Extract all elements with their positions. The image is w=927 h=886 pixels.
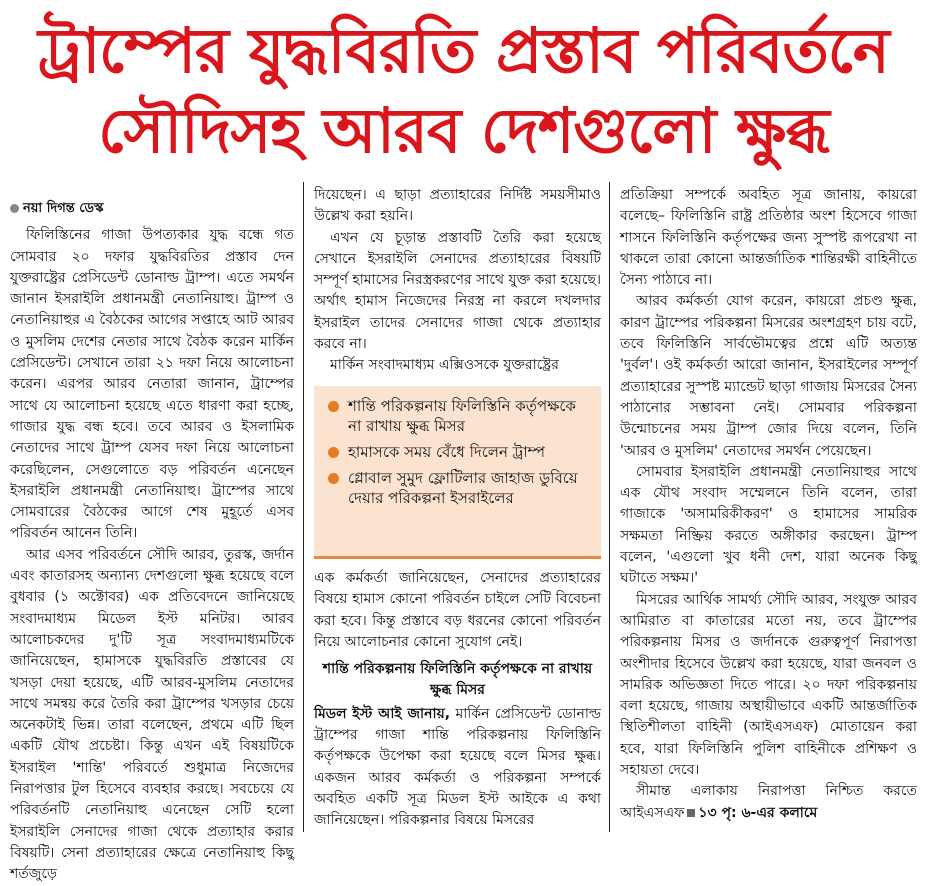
byline-dot-icon (10, 204, 19, 213)
highlights-box (314, 386, 601, 559)
article-column-1 (10, 198, 294, 886)
article-column-2-top (314, 185, 601, 377)
col2-paragraph-1: দিয়েছেন। এ ছাড়া প্রত্যাহারের নির্দিষ্ট সময়সীমাও উল্লেখ করা হয়নি। (314, 187, 601, 225)
section-subhead: শান্তি পরিকল্পনায় ফিলিস্তিনি কর্তৃপক্ষকে না রাখায় ক্ষুব্ধ মিসর (322, 661, 593, 699)
col1-paragraph-1: ফিলিস্তিনের গাজা উপত্যকার যুদ্ধ বন্ধে গত সোমবার ২০ দফার যুদ্ধবিরতির প্রস্তাব দেন যুক্তরাষ্ট্রের প্রেসিডেন্ট ডোনাল্ড ট্রাম্প। এতে সমর্থন জানান ইসরাইলি প্রধানমন্ত্রী নেতানিয়াহু। ট্রাম্প ও নেতানিয়াহুর এ বৈঠকের আগের সপ্তাহে আট আরব ও মুসলিম দেশের নেতার সাথে বৈঠক করেন মার্কিন প্রেসিডেন্ট। সেখানে তারা ২১ দফা নিয়ে আলোচনা করেন। এরপর আরব নেতারা জানান, ট্রাম্পের সাথে যে আলোচনা হয়েছে এতে ধারণা করা হচ্ছে, গাজার যুদ্ধ বন্ধ হবে। তবে আরব ও ইসলামিক নেতাদের সাথে ট্রাম্প যেসব দফা নিয়ে আলোচনা করেছিলেন, সেগুলোতে বড় পরিবর্তন এনেছেন ইসরাইলি প্রধানমন্ত্রী নেতানিয়াহু। ট্রাম্পের সাথে সোমবারের বৈঠকের আগে শেষ মুহূর্তে এসব পরিবর্তন আনেন তিনি। (10, 227, 294, 542)
jump-square-icon (687, 809, 695, 817)
col2-paragraph-4: এক কর্মকর্তা জানিয়েছেন, সেনাদের প্রত্যাহারের বিষয়ে হামাস কোনো পরিবর্তন চাইলে সেটি বিবেচনা করা হবে। কিন্তু প্রস্তাবে বড় ধরনের কোনো পরিবর্তন নিয়ে আলোচনার কোনো সুযোগ নেই। (314, 570, 601, 650)
bullet-icon (328, 447, 339, 458)
article-column-2-bottom (314, 568, 601, 832)
paragraph-lead: মিডল ইস্ট আই জানায়, (314, 705, 451, 722)
col2-paragraph-5: মিডল ইস্ট আই জানায়, মার্কিন প্রেসিডেন্ট ডোনাল্ড ট্রাম্পের গাজা শান্তি পরিকল্পনায় ফিলিস্তিনি কর্তৃপক্ষকে উপেক্ষা করা হয়েছে বলে মিসর ক্ষুব্ধ। একজন আরব কর্মকর্তা ও পরিকল্পনা সম্পর্কে অবহিত একটি সূত্র মিডল ইস্ট আইকে এ কথা জানিয়েছেন। পরিকল্পনার বিষয়ে মিসরের (314, 705, 601, 829)
col3-paragraph-1: প্রতিক্রিয়া সম্পর্কে অবহিত সূত্র জানায়, কায়রো বলেছে– ফিলিস্তিনি রাষ্ট্র প্রতিষ্ঠার অংশ হিসেবে গাজা শাসনে ফিলিস্তিনি কর্তৃপক্ষের জন্য সুস্পষ্ট রূপরেখা না থাকলে তারা কোনো আন্তর্জাতিক শান্তিরক্ষী বাহিনীতে সৈন্য পাঠাবে না। (620, 187, 917, 289)
highlight-item: শান্তি পরিকল্পনায় ফিলিস্তিনি কর্তৃপক্ষকে না রাখায় ক্ষুব্ধ মিসর (328, 396, 591, 436)
article-column-3 (620, 185, 917, 824)
bullet-icon (328, 473, 339, 484)
col3-paragraph-5: সীমান্ত এলাকায় নিরাপত্তা নিশ্চিত করতে আইএসএফ ১৩ পৃ: ৬-এর কলামে (620, 783, 917, 821)
col1-paragraph-2: আর এসব পরিবর্তনে সৌদি আরব, তুরস্ক, জর্দান এবং কাতারসহ অন্যান্য দেশগুলো ক্ষুব্ধ হয়েছে বলে বুধবার (১ অক্টোবর) এক প্রতিবেদনে জানিয়েছে সংবাদমাধ্যম মিডেল ইস্ট মনিটর। আরব আলোচকদের দু'টি সূত্র সংবাদমাধ্যমটিকে জানিয়েছেন, হামাসকে যুদ্ধবিরতি প্রস্তাবের যে খসড়া দেয়া হয়েছে, এটি আরব-মুসলিম নেতাদের সাথে সমন্বয় করে তৈরি করা ট্রাম্পের খসড়ার চেয়ে অনেকটাই ভিন্ন। তারা বলেছেন, প্রথমে এটি ছিল একটি যৌথ প্রচেষ্টা। কিন্তু এখন এই বিষয়টিকে ইসরাইল 'শান্তি' পরিবর্তে শুধুমাত্র নিজেদের নিরাপত্তার টুল হিসেবে ব্যবহার করছে। সবচেয়ে যে পরিবর্তনটি নেতানিয়াহু এনেছেন সেটি হলো ইসরাইলি সেনাদের গাজা থেকে প্রত্যাহার করার বিষয়টি। সেনা প্রত্যাহারের ক্ষেত্রে নেতানিয়াহু কিছু শর্তজুড়ে (10, 546, 294, 883)
col3-paragraph-4: মিসরের আর্থিক সামর্থ্য সৌদি আরব, সংযুক্ত আরব আমিরাত বা কাতারের মতো নয়, তবে ট্রাম্পের পরিকল্পনায় মিসর ও জর্দানকে গুরুত্বপূর্ণ নিরাপত্তা অংশীদার হিসেবে উল্লেখ করা হয়েছে, যারা জনবল ও সামরিক অভিজ্ঞতা দিতে পারে। ২০ দফা পরিকল্পনায় বলা হয়েছে, গাজায় অস্থায়ীভাবে একটি আন্তর্জাতিক স্থিতিশীলতা বাহিনী (আইএসএফ) মোতায়েন করা হবে, যারা ফিলিস্তিনি পুলিশ বাহিনীকে প্রশিক্ষণ ও সহায়তা দেবে। (620, 591, 917, 779)
column-divider-1 (303, 182, 304, 832)
highlights-list (314, 386, 601, 508)
bullet-icon (328, 401, 339, 412)
col3-paragraph-3: সোমবার ইসরাইলি প্রধানমন্ত্রী নেতানিয়াহুর সাথে এক যৌথ সংবাদ সম্মেলনে তিনি বলেন, তারা গাজাকে 'অসামরিকীকরণ' ও হামাসের সামরিক সক্ষমতা নিষ্ক্রিয় করতে অঙ্গীকার করছেন। ট্রাম্প বলেন, 'এগুলো খুব ধনী দেশ, যারা অনেক কিছু ঘটাতে সক্ষম।' (620, 463, 917, 587)
col2-paragraph-2: এখন যে চূড়ান্ত প্রস্তাবটি তৈরি করা হয়েছে সেখানে ইসরাইলি সেনাদের প্রত্যাহারের বিষয়টি সম্পূর্ণ হামাসের নিরস্ত্রকরণের সাথে যুক্ত করা হয়েছে। অর্থাৎ হামাস নিজেদের নিরস্ত্র না করলে দখলদার ইসরাইল তাদের সেনাদের গাজা থেকে প্রত্যাহার করবে না। (314, 229, 602, 353)
continued-jump[interactable]: ১৩ পৃ: ৬-এর কলামে (698, 804, 818, 821)
headline-line-1: ট্রাম্পের যুদ্ধবিরতি প্রস্তাব পরিবর্তনে (38, 14, 889, 87)
byline: নয়া দিগন্ত ডেস্ক (10, 198, 294, 219)
highlight-item: হামাসকে সময় বেঁধে দিলেন ট্রাম্প (328, 442, 591, 462)
col2-paragraph-3: মার্কিন সংবাদমাধ্যম এক্সিওসকে যুক্তরাষ্ট্রের (330, 357, 559, 374)
highlight-item: গ্লোবাল সুমুদ ফ্লোটিলার জাহাজ ডুবিয়ে দেয়ার পরিকল্পনা ইসরাইলের (328, 468, 591, 508)
headline-line-2: সৌদিসহ আরব দেশগুলো ক্ষুব্ধ (98, 94, 829, 167)
col3-paragraph-2: আরব কর্মকর্তা যোগ করেন, কায়রো প্রচণ্ড ক্ষুব্ধ, কারণ ট্রাম্পের পরিকল্পনা মিসরের অংশগ্রহণ চায় বটে, তবে ফিলিস্তিনি সার্বভৌমত্বের প্রশ্নে এটি অত্যন্ত 'দুর্বল'। ওই কর্মকর্তা আরো জানান, ইসরাইলের সম্পূর্ণ প্রত্যাহারের সুস্পষ্ট ম্যান্ডেট ছাড়া গাজায় মিসরের সৈন্য পাঠানোর সম্ভাবনা নেই। সোমবার পরিকল্পনা উন্মোচনের সময় ট্রাম্প জোর দিয়ে বলেন, তিনি 'আরব ও মুসলিম' নেতাদের সমর্থন পেয়েছেন। (620, 293, 917, 459)
column-divider-2 (609, 182, 610, 832)
